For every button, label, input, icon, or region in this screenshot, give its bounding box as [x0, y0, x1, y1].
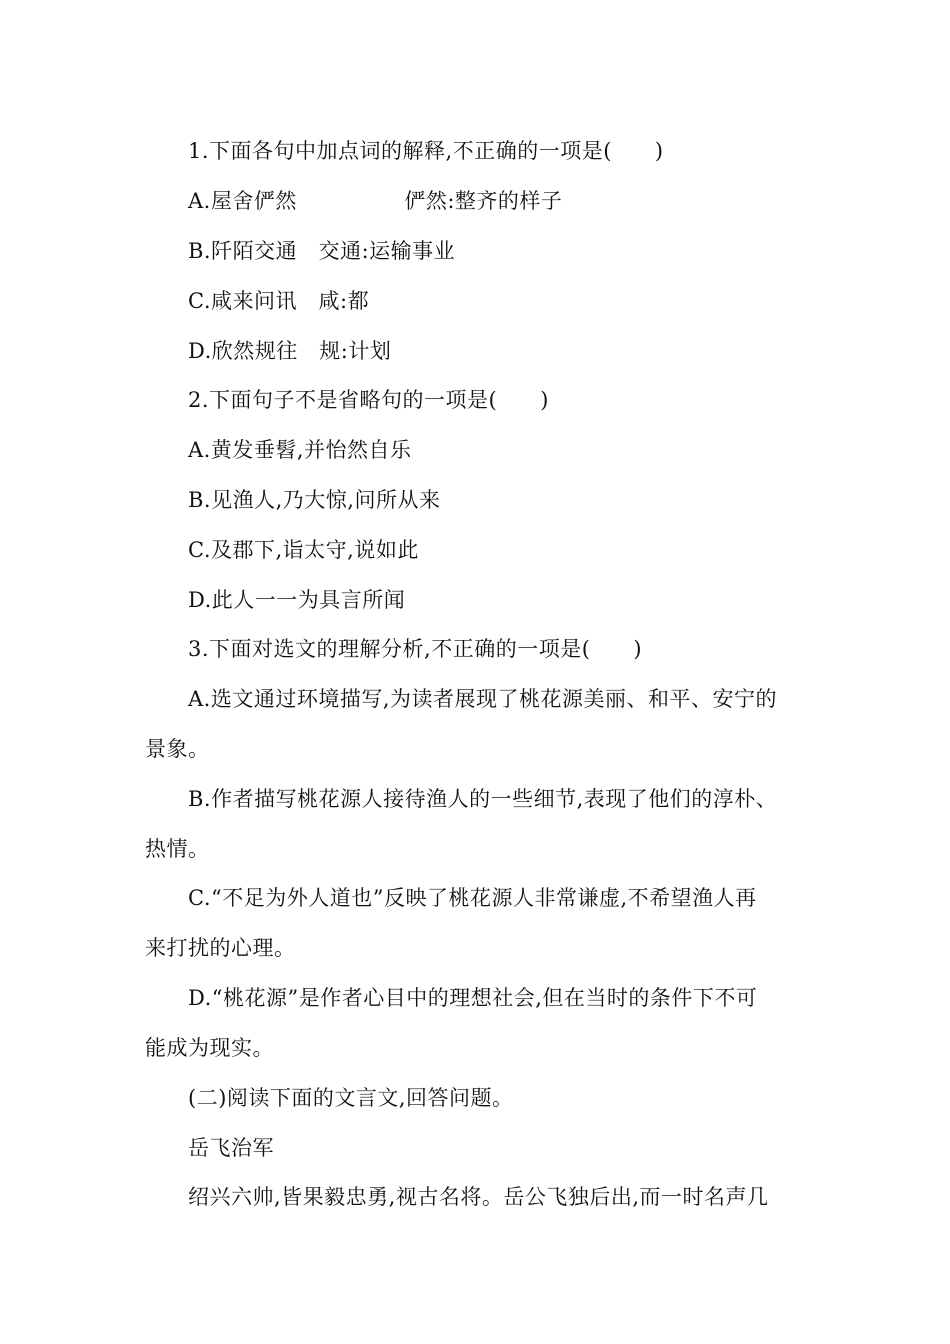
question-3-stem: 3.下面对选文的理解分析,不正确的一项是( ) [188, 637, 643, 661]
question-3-option-c-line-1: C.“不足为外人道也”反映了桃花源人非常谦虚,不希望渔人再 [188, 886, 757, 910]
question-2-option-b: B.见渔人,乃大惊,问所从来 [188, 488, 441, 512]
question-2-stem: 2.下面句子不是省略句的一项是( ) [188, 388, 549, 412]
question-3-option-b-line-1: B.作者描写桃花源人接待渔人的一些细节,表现了他们的淳朴、 [188, 787, 778, 811]
question-1-option-d: D.欣然规往 规:计划 [188, 339, 392, 363]
passage-text: 绍兴六帅,皆果毅忠勇,视古名将。岳公飞独后出,而一时名声几 [188, 1185, 769, 1209]
question-2-option-a: A.黄发垂髫,并怡然自乐 [188, 438, 412, 462]
question-1-option-b: B.阡陌交通 交通:运输事业 [188, 239, 456, 263]
question-1-option-c: C.咸来问讯 咸:都 [188, 289, 370, 313]
question-3-option-d-line-2: 能成为现实。 [145, 1036, 274, 1060]
question-3-option-a-line-1: A.选文通过环境描写,为读者展现了桃花源美丽、和平、安宁的 [188, 687, 778, 711]
question-1-option-a: A.屋舍俨然 俨然:整齐的样子 [188, 189, 563, 213]
question-2-option-c: C.及郡下,诣太守,说如此 [188, 538, 419, 562]
question-3-option-d-line-1: D.“桃花源”是作者心目中的理想社会,但在当时的条件下不可 [188, 986, 758, 1010]
question-3-option-b-line-2: 热情。 [145, 837, 210, 861]
passage-title: 岳飞治军 [188, 1136, 274, 1160]
section-instruction: (二)阅读下面的文言文,回答问题。 [188, 1086, 514, 1110]
question-1-stem: 1.下面各句中加点词的解释,不正确的一项是( ) [188, 139, 664, 163]
question-3-option-c-line-2: 来打扰的心理。 [145, 936, 296, 960]
question-2-option-d: D.此人一一为具言所闻 [188, 588, 406, 612]
question-3-option-a-line-2: 景象。 [145, 737, 210, 761]
